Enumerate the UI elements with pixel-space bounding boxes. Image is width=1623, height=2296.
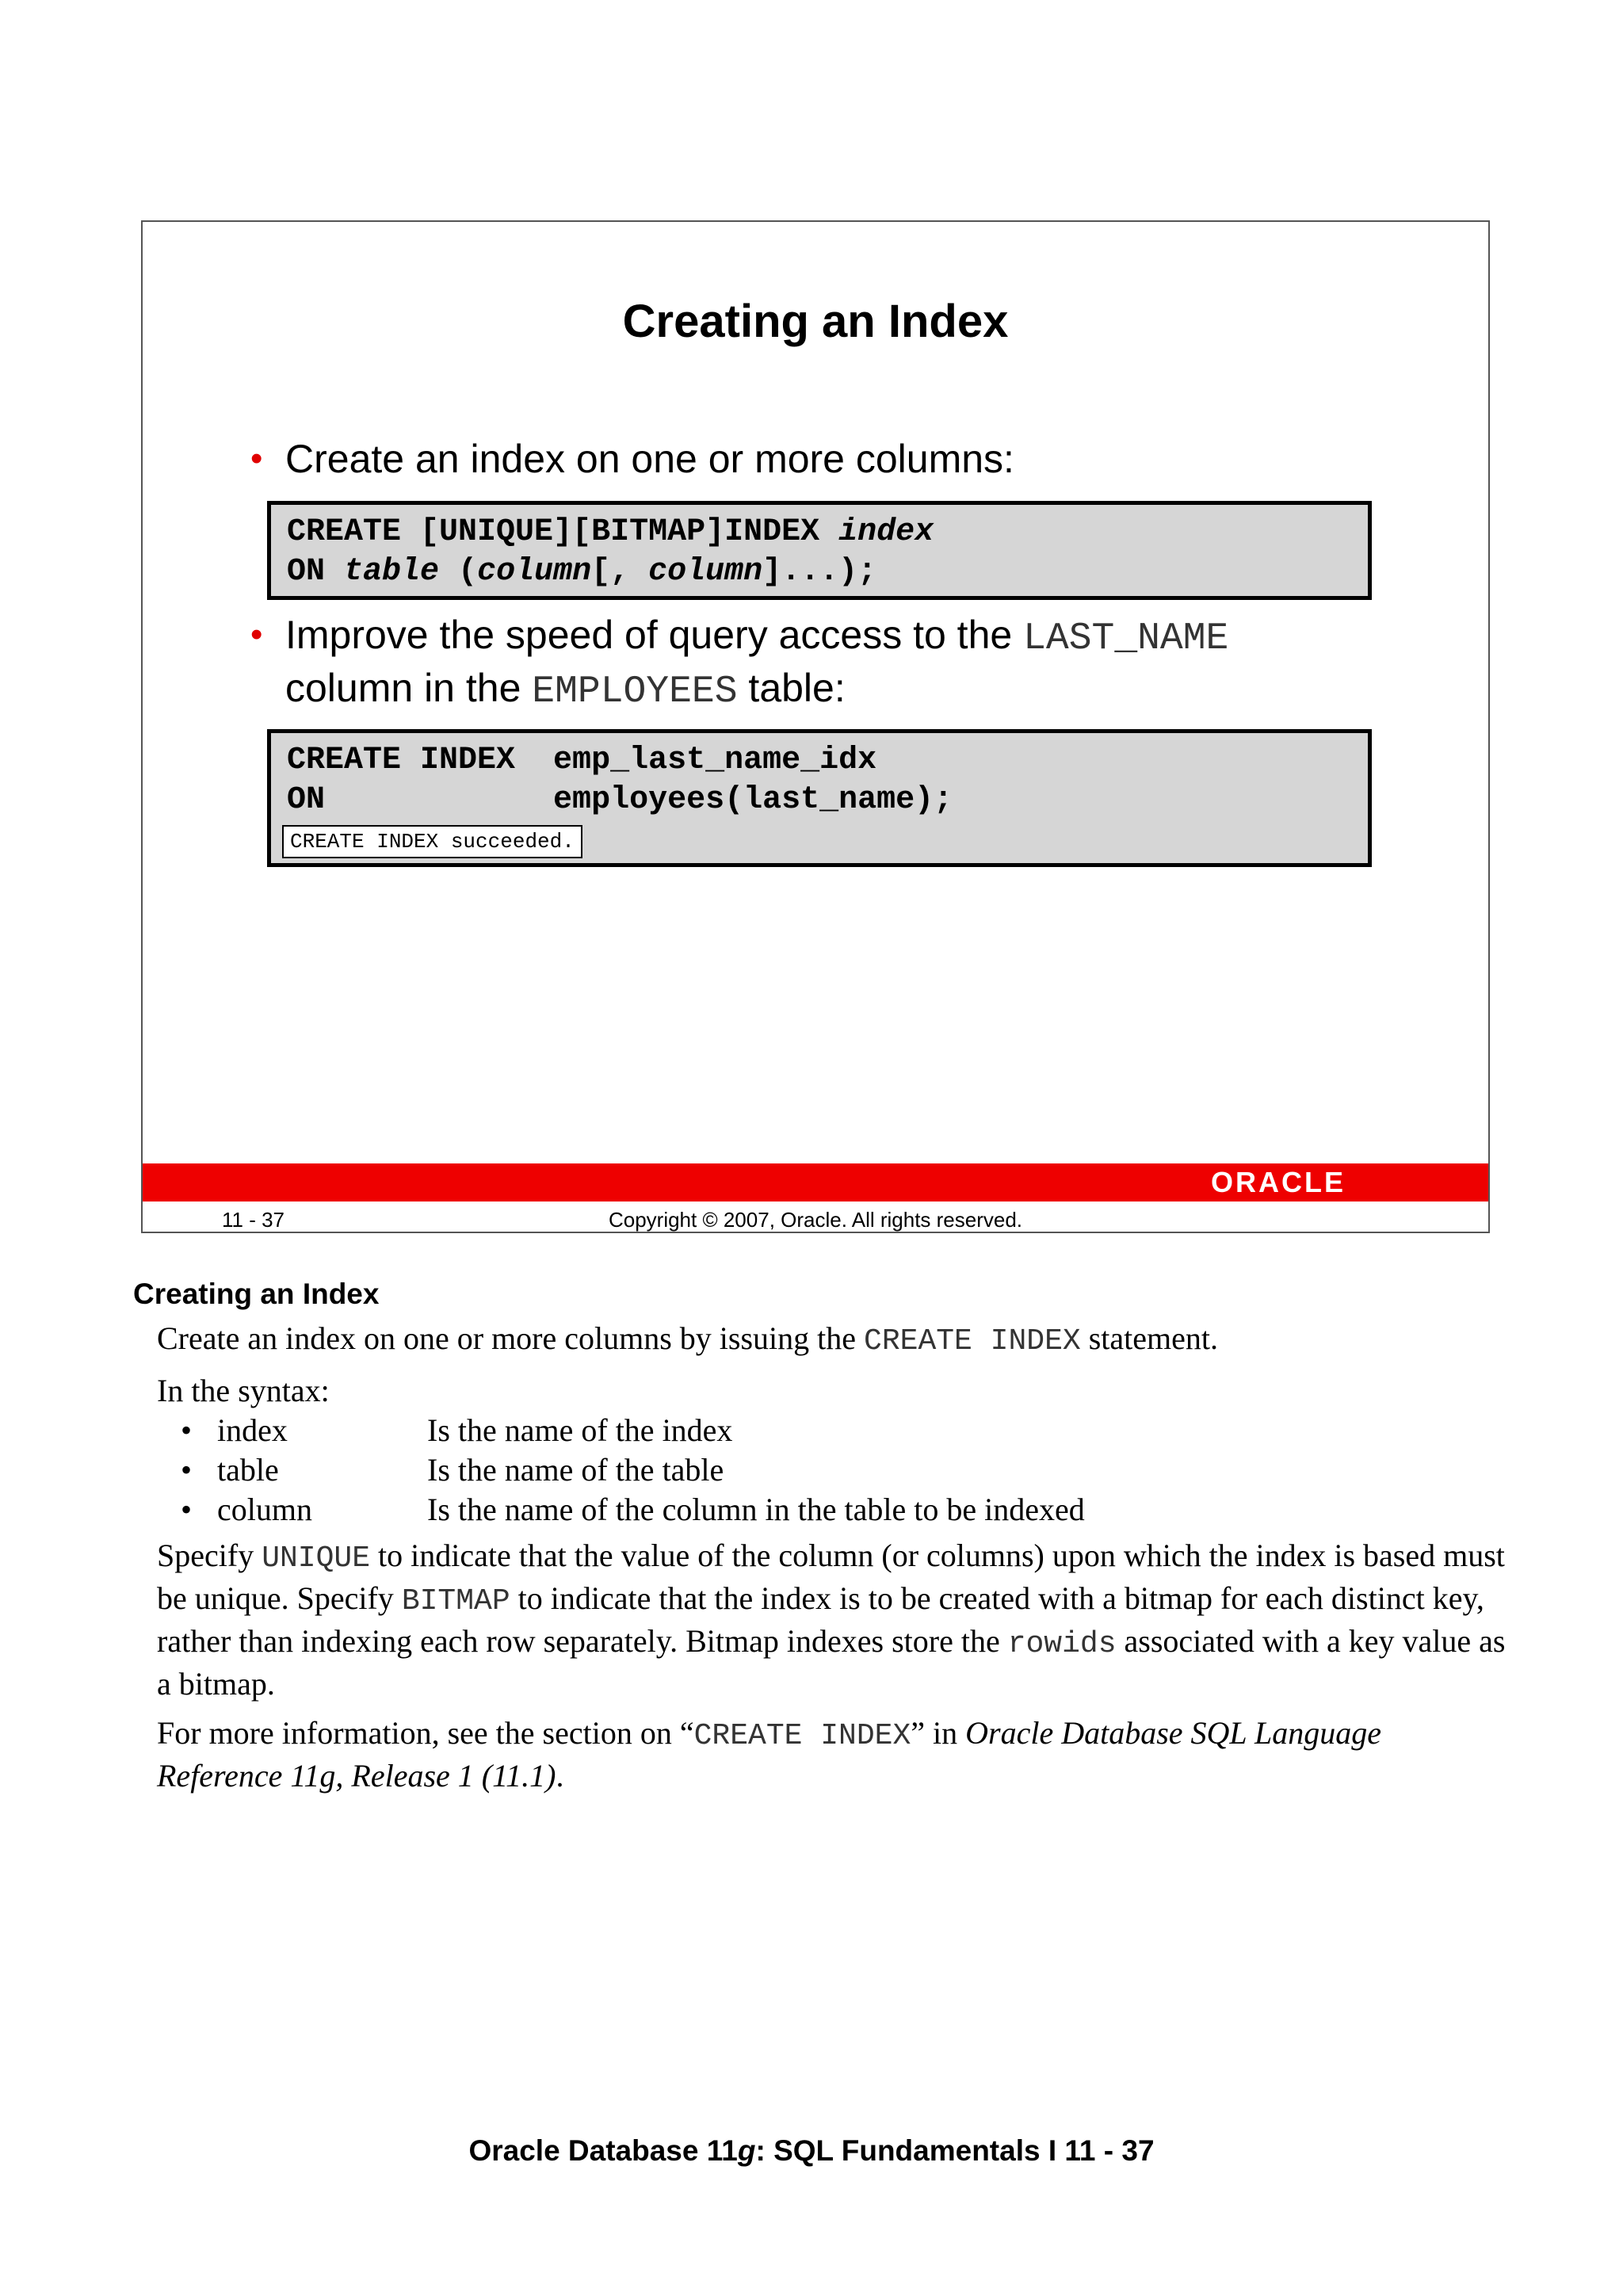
slide-number: 11 - 37	[222, 1208, 285, 1232]
example-code-box	[267, 729, 1372, 867]
notes-paragraph: For more information, see the section on “CREATE INDEX” in Oracle Database SQL Language Reference 11g, Release 1 (11.1).	[157, 1715, 1381, 1794]
bullet-dot-icon: •	[250, 615, 263, 654]
bullet-text: Create an index on one or more columns:	[285, 437, 1014, 481]
oracle-logo: ORACLE	[1211, 1166, 1346, 1198]
code-line-1: CREATE [UNIQUE][BITMAP]INDEX index	[287, 514, 934, 550]
bullet-dot-icon: •	[250, 439, 263, 478]
list-item: • table Is the name of the table	[181, 1452, 724, 1488]
footer-red-bar	[143, 1163, 1488, 1201]
code-line-1: CREATE INDEX emp_last_name_idx	[287, 743, 877, 778]
notes-paragraph: Specify UNIQUE to indicate that the value of the column (or columns) upon which the index is based must be unique. Specify BITMAP to indicate that the index is to be created with a bitmap for each distinct key, rather than indexing each row separately. Bitmap indexes store the rowids associated with a key value as a bitmap.	[157, 1538, 1506, 1702]
syntax-code-box	[267, 501, 1372, 600]
bullet-create-index	[250, 434, 1360, 483]
code-line-2: ON table (column[, column]...);	[287, 554, 877, 590]
list-item: • index Is the name of the index	[181, 1412, 733, 1448]
syntax-list	[157, 1411, 1512, 1530]
result-message: CREATE INDEX succeeded.	[282, 825, 582, 858]
notes-body	[157, 1319, 1512, 1796]
notes-heading: Creating an Index	[133, 1278, 380, 1310]
notes-section	[133, 1278, 1512, 1805]
bullet-text: Improve the speed of query access to the LAST_NAME column in the EMPLOYEES table:	[285, 613, 1229, 713]
code-line-2: ON employees(last_name);	[287, 782, 953, 818]
copyright: Copyright © 2007, Oracle. All rights reserved.	[608, 1208, 1023, 1232]
syntax-intro: In the syntax:	[157, 1373, 330, 1408]
notes-paragraph: Create an index on one or more columns by issuing the CREATE INDEX statement.	[157, 1320, 1218, 1358]
bullet-improve-speed	[250, 610, 1360, 716]
slide-frame	[141, 220, 1490, 1233]
slide-title: Creating an Index	[622, 296, 1009, 347]
list-item: • column Is the name of the column in the table to be indexed	[181, 1492, 1085, 1527]
page-footer: Oracle Database 11g: SQL Fundamentals I 11 - 37	[468, 2134, 1155, 2167]
